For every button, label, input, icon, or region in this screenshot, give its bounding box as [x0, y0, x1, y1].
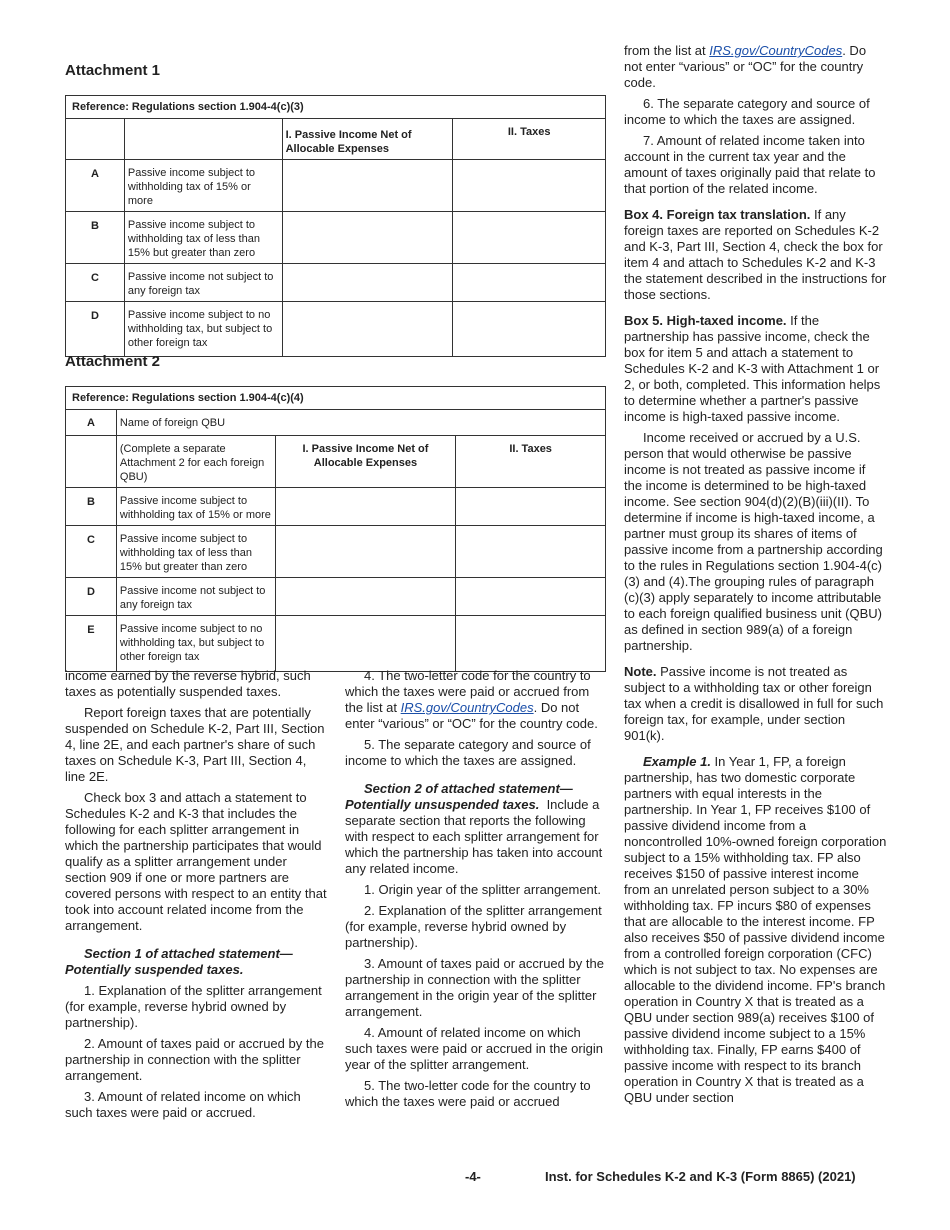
attachment-2-title: Attachment 2	[65, 353, 161, 370]
row-letter: D	[66, 578, 117, 616]
paragraph: Income received or accrued by a U.S. person that would otherwise be passive income is not treated as passive income if the income is determined to be high-taxed income. See section 904(d)(2)(B)(iii)(II). To determine if income is high-taxed income, a partner must group its shares of items of passive income from a partnership according to the rules in Regulations section 1.904-4(c)(3) and (4).The grouping rules of paragraph (c)(3) apply separately to income attributable to each foreign qualified business unit (QBU) as defined in section 989(a) of a foreign partnership.	[624, 430, 883, 653]
table-row	[66, 616, 606, 672]
row-letter: D	[66, 302, 125, 357]
blank-cell	[66, 436, 117, 488]
row-letter: E	[66, 616, 117, 672]
passive-income-cell[interactable]	[275, 526, 456, 578]
taxes-cell[interactable]	[456, 526, 606, 578]
attachment-1-reference: Reference: Regulations section 1.904-4(c)(3)	[66, 96, 606, 119]
blank-cell	[124, 119, 282, 160]
example-paragraph: Example 1. In Year 1, FP, a foreign partnership, has two domestic corporate partners with equal interests in the partnership. In Year 1, FP receives $100 of passive dividend income from a noncontrolled 10%-owned foreign corporation subject to a 15% withholding tax. FP also receives $150 of passive interest income from an unrelated person subject to a 30% withholding tax. FP incurs $80 of expenses that are allocable to the interest income. FP also receives $50 of passive dividend income from a controlled foreign corporation (CFC) which is not subject to tax. No expenses are allocable to the dividend income. FP's branch operation in Country X that is treated as a QBU under section 989(a) receives $100 of passive dividend income subject to a 15% withholding tax. Finally, FP earns $400 of passive income with respect to its branch operation in Country X that is treated as a QBU under section	[624, 754, 887, 1105]
passive-income-cell[interactable]	[282, 212, 453, 264]
paragraph: from the list at IRS.gov/CountryCodes. Do not enter “various” or “OC” for the country code.	[624, 43, 867, 90]
row-description: Passive income subject to withholding tax of less than 15% but greater than zero	[124, 212, 282, 264]
attachment-2-table	[65, 386, 606, 672]
table-row	[66, 264, 606, 302]
row-letter: C	[66, 526, 117, 578]
foreign-qbu-label: Name of foreign QBU	[119, 417, 226, 429]
table-row	[66, 160, 606, 212]
list-item: 5. The two-letter code for the country to which the taxes were paid or accrued	[345, 1078, 591, 1109]
body-column-3	[624, 43, 887, 1111]
taxes-cell[interactable]	[453, 264, 606, 302]
paragraph: income earned by the reverse hybrid, such taxes as potentially suspended taxes.	[65, 668, 311, 699]
list-item: 2. Amount of taxes paid or accrued by the partnership in connection with the splitter arrangement.	[65, 1036, 324, 1083]
complete-separate-note: (Complete a separate Attachment 2 for each foreign QBU)	[116, 436, 275, 488]
column-header-passive-income: I. Passive Income Net of Allocable Expenses	[282, 119, 453, 160]
foreign-qbu-name-field[interactable]	[116, 410, 605, 436]
body-column-1	[65, 668, 327, 1126]
box-5-paragraph: Box 5. High-taxed income. If the partnership has passive income, check the box for item 5 and attach a statement to Schedules K-2 and K-3 with Attachment 1 or 2, or both, completed. This information helps to determine whether a partner's passive income is high-taxed passive income.	[624, 313, 881, 424]
note-paragraph: Note. Passive income is not treated as subject to a withholding tax or other foreign tax when a credit is disallowed in full for such foreign tax, for example, under section 901(k).	[624, 664, 884, 743]
taxes-cell[interactable]	[453, 160, 606, 212]
row-letter: C	[66, 264, 125, 302]
blank-cell	[66, 119, 125, 160]
row-letter: B	[66, 212, 125, 264]
section-2-heading: Section 2 of attached statement—Potentially unsuspended taxes.	[345, 781, 573, 812]
section-2-paragraph: Section 2 of attached statement—Potentially unsuspended taxes. Include a separate section that reports the following with respect to each splitter arrangement for which the partnership has taken into account any related income.	[345, 781, 603, 876]
row-letter: A	[66, 160, 125, 212]
list-item: 3. Amount of taxes paid or accrued by the partnership in connection with the splitter arrangement in the origin year of the splitter arrangement.	[345, 956, 604, 1019]
attachment-1-table	[65, 95, 606, 357]
body-column-2	[345, 668, 607, 1115]
taxes-cell[interactable]	[456, 616, 606, 672]
paragraph: Check box 3 and attach a statement to Schedules K-2 and K-3 that includes the following for each splitter arrangement in which the partnership participates that would qualify as a splitter arrangement under section 909 if one or more partners are covered persons with respect to an entity that took into account related income from the arrangement.	[65, 790, 327, 933]
note-label: Note.	[624, 664, 657, 679]
table-row	[66, 488, 606, 526]
section-1-heading: Section 1 of attached statement—Potentially suspended taxes.	[65, 946, 293, 977]
row-description: Passive income not subject to any foreign tax	[116, 578, 275, 616]
row-description: Passive income subject to no withholding tax, but subject to other foreign tax	[124, 302, 282, 357]
list-item: 6. The separate category and source of income to which the taxes are assigned.	[624, 96, 870, 127]
taxes-cell[interactable]	[456, 488, 606, 526]
passive-income-cell[interactable]	[275, 488, 456, 526]
paragraph: Report foreign taxes that are potentially suspended on Schedule K-2, Part III, Section 4, line 2E, and each partner's share of such taxes on Schedule K-3, Part III, Section 4, line 2E.	[65, 705, 325, 784]
table-row	[66, 578, 606, 616]
table-row	[66, 212, 606, 264]
list-item: 7. Amount of related income taken into account in the current tax year and the amount of taxes originally paid that relate to that portion of the related income.	[624, 133, 876, 196]
column-header-taxes: II. Taxes	[456, 436, 606, 488]
attachment-1-title: Attachment 1	[65, 62, 161, 79]
document-title: Inst. for Schedules K-2 and K-3 (Form 8865) (2021)	[545, 1169, 856, 1184]
taxes-cell[interactable]	[453, 302, 606, 357]
list-item: 3. Amount of related income on which such taxes were paid or accrued.	[65, 1089, 301, 1120]
passive-income-cell[interactable]	[275, 578, 456, 616]
box-5-heading: Box 5. High-taxed income.	[624, 313, 787, 328]
row-description: Passive income not subject to any foreign tax	[124, 264, 282, 302]
attachment-2-reference: Reference: Regulations section 1.904-4(c)(4)	[66, 387, 606, 410]
passive-income-cell[interactable]	[282, 302, 453, 357]
row-letter: A	[66, 410, 117, 436]
list-item: 1. Explanation of the splitter arrangement (for example, reverse hybrid owned by partnership).	[65, 983, 322, 1030]
country-codes-link[interactable]: IRS.gov/CountryCodes	[709, 43, 843, 58]
taxes-cell[interactable]	[453, 212, 606, 264]
country-codes-link[interactable]: IRS.gov/CountryCodes	[400, 700, 534, 715]
row-description: Passive income subject to withholding tax of 15% or more	[124, 160, 282, 212]
list-item: 1. Origin year of the splitter arrangement.	[364, 882, 602, 897]
passive-income-cell[interactable]	[275, 616, 456, 672]
table-row	[66, 526, 606, 578]
box-4-paragraph: Box 4. Foreign tax translation. If any foreign taxes are reported on Schedules K-2 and K-3, Part III, Section 4, check the box for item 4 and attach to Schedules K-2 and K-3 the statement described in the instructions for those sections.	[624, 207, 887, 302]
row-description: Passive income subject to withholding tax of less than 15% but greater than zero	[116, 526, 275, 578]
list-item: 2. Explanation of the splitter arrangement (for example, reverse hybrid owned by partnership).	[345, 903, 602, 950]
table-row	[66, 302, 606, 357]
box-4-heading: Box 4. Foreign tax translation.	[624, 207, 811, 222]
row-description: Passive income subject to no withholding tax, but subject to other foreign tax	[116, 616, 275, 672]
passive-income-cell[interactable]	[282, 160, 453, 212]
row-letter: B	[66, 488, 117, 526]
page-number: -4-	[465, 1169, 481, 1184]
taxes-cell[interactable]	[456, 578, 606, 616]
list-item: 4. Amount of related income on which such taxes were paid or accrued in the origin year of the splitter arrangement.	[345, 1025, 603, 1072]
list-item: 4. The two-letter code for the country to which the taxes were paid or accrued from the list at IRS.gov/CountryCodes. Do not enter “various” or “OC” for the country code.	[345, 668, 598, 731]
row-description: Passive income subject to withholding tax of 15% or more	[116, 488, 275, 526]
passive-income-cell[interactable]	[282, 264, 453, 302]
list-item: 5. The separate category and source of income to which the taxes are assigned.	[345, 737, 591, 768]
column-header-passive-income: I. Passive Income Net of Allocable Expenses	[275, 436, 456, 488]
column-header-taxes: II. Taxes	[453, 119, 606, 160]
example-label: Example 1.	[643, 754, 711, 769]
